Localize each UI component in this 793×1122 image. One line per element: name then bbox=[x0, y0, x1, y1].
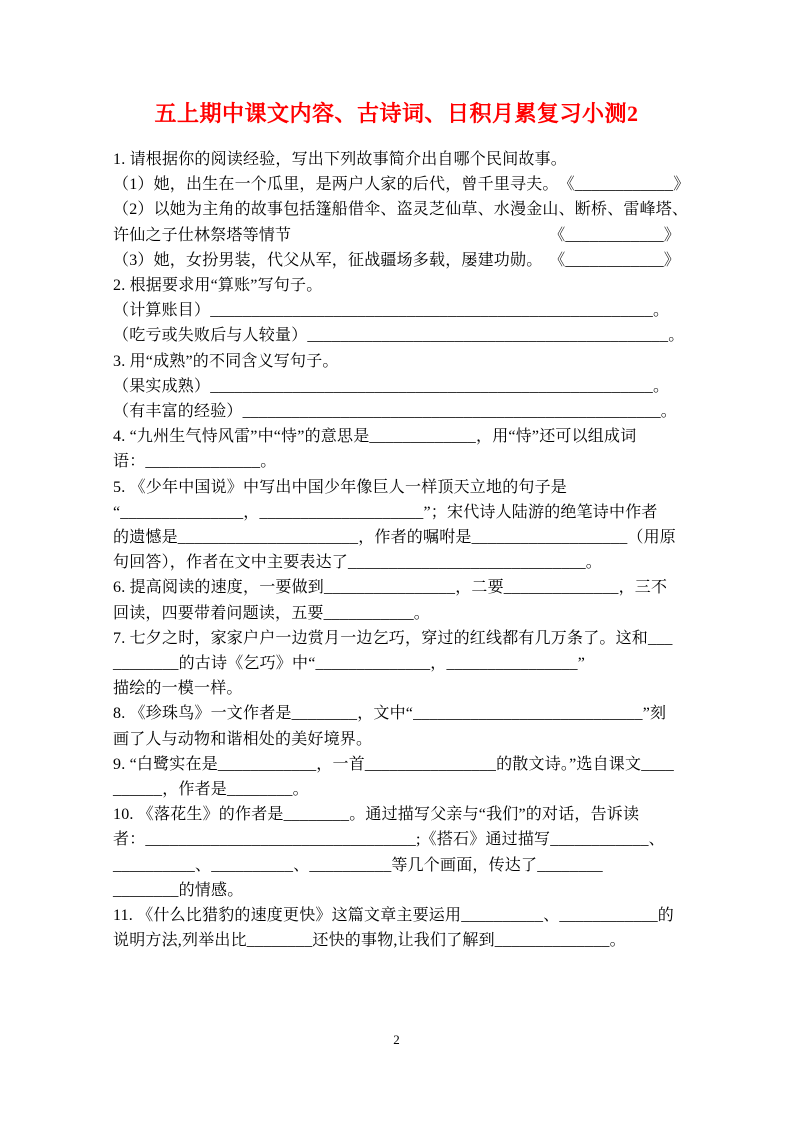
question-split-line bbox=[113, 172, 690, 197]
question-10 bbox=[113, 802, 680, 903]
answer-blank: 《____________》 bbox=[549, 251, 680, 269]
question-line: ________的情感。 bbox=[113, 881, 244, 899]
question-line: 3. 用“成熟”的不同含义写句子。 bbox=[113, 352, 339, 370]
question-line: 描绘的一模一样。 bbox=[113, 680, 243, 698]
question-9 bbox=[113, 752, 680, 802]
question-1 bbox=[113, 147, 690, 273]
question-5 bbox=[113, 475, 680, 576]
question-4 bbox=[113, 424, 680, 474]
line-text: （1）她，出生在一个瓜里，是两户人家的后代，曾千里寻夫。 bbox=[113, 176, 559, 194]
line-text: （3）她，女扮男装，代父从军，征战疆场多载，屡建功勋。 bbox=[113, 251, 543, 269]
question-6 bbox=[113, 575, 680, 625]
question-line: 6. 提高阅读的速度，一要做到________________，二要______________，三不 bbox=[113, 579, 668, 597]
question-line: 的遗憾是______________________，作者的嘱咐是___________________（用原 bbox=[113, 529, 677, 547]
question-line: 说明方法,列举出比________还快的事物,让我们了解到______________。 bbox=[113, 932, 626, 950]
question-line: 8. 《珍珠鸟》一文作者是________，文中“____________________________”刻 bbox=[113, 705, 667, 723]
answer-blank: 《____________》 bbox=[558, 176, 690, 194]
question-3 bbox=[113, 349, 680, 425]
question-split-line bbox=[113, 223, 680, 248]
question-line: 10. 《落花生》的作者是________。通过描写父亲与“我们”的对话，告诉读 bbox=[113, 806, 640, 824]
question-line: 1. 请根据你的阅读经验，写出下列故事简介出自哪个民间故事。 bbox=[113, 151, 568, 168]
line-text: 许仙之子仕林祭塔等情节 bbox=[113, 226, 292, 244]
question-line: __________、__________、__________等几个画面，传达了________ bbox=[113, 856, 603, 874]
answer-blank: 《____________》 bbox=[549, 226, 680, 244]
question-line: 5. 《少年中国说》中写出中国少年像巨人一样顶天立地的句子是 bbox=[113, 478, 568, 496]
question-line: （计算账目）______________________________________________________。 bbox=[113, 302, 670, 320]
page-number: 2 bbox=[393, 1032, 400, 1047]
question-line: 9. “白鹭实在是____________，一首________________的散文诗。”选自课文____ bbox=[113, 755, 675, 773]
question-2 bbox=[113, 273, 685, 349]
question-line: 2. 根据要求用“算账”写句子。 bbox=[113, 277, 323, 295]
question-line: （吃亏或失败后与人较量）____________________________________________。 bbox=[113, 327, 685, 345]
question-7 bbox=[113, 626, 680, 702]
question-line: 者：_________________________________;《搭石》通过描写____________、 bbox=[113, 831, 665, 849]
page-title: 五上期中课文内容、古诗词、日积月累复习小测2 bbox=[154, 101, 639, 126]
question-line: 画了人与动物和谐相处的美好境界。 bbox=[113, 730, 373, 748]
worksheet-body bbox=[113, 147, 690, 954]
question-line: 句回答），作者在文中主要表达了_____________________________。 bbox=[113, 554, 603, 572]
question-line: 回读，四要带着问题读，五要___________。 bbox=[113, 604, 431, 622]
question-8 bbox=[113, 701, 680, 751]
question-split-line bbox=[113, 248, 680, 273]
question-line: 11. 《什么比猎豹的速度更快》这篇文章主要运用__________、____________的 bbox=[113, 907, 675, 925]
question-line: 4. “九州生气恃风雷”中“恃”的意思是_____________，用“恃”还可以组成词 bbox=[113, 428, 637, 446]
question-line: ________的古诗《乞巧》中“______________，________________” bbox=[113, 655, 586, 673]
question-line: 7. 七夕之时，家家户户一边赏月一边乞巧，穿过的红线都有几万条了。这和___ bbox=[113, 629, 673, 647]
question-line: （果实成熟）______________________________________________________。 bbox=[113, 377, 670, 395]
question-line: “_______________，____________________”；宋代诗人陆游的绝笔诗中作者 bbox=[113, 503, 658, 521]
question-11 bbox=[113, 903, 680, 953]
question-line: （2）以她为主角的故事包括篷船借伞、盗灵芝仙草、水漫金山、断桥、雷峰塔、 bbox=[113, 201, 689, 219]
question-line: ______，作者是________。 bbox=[113, 781, 309, 799]
question-line: 语：______________。 bbox=[113, 453, 277, 471]
question-line: （有丰富的经验）___________________________________________________。 bbox=[113, 403, 678, 421]
